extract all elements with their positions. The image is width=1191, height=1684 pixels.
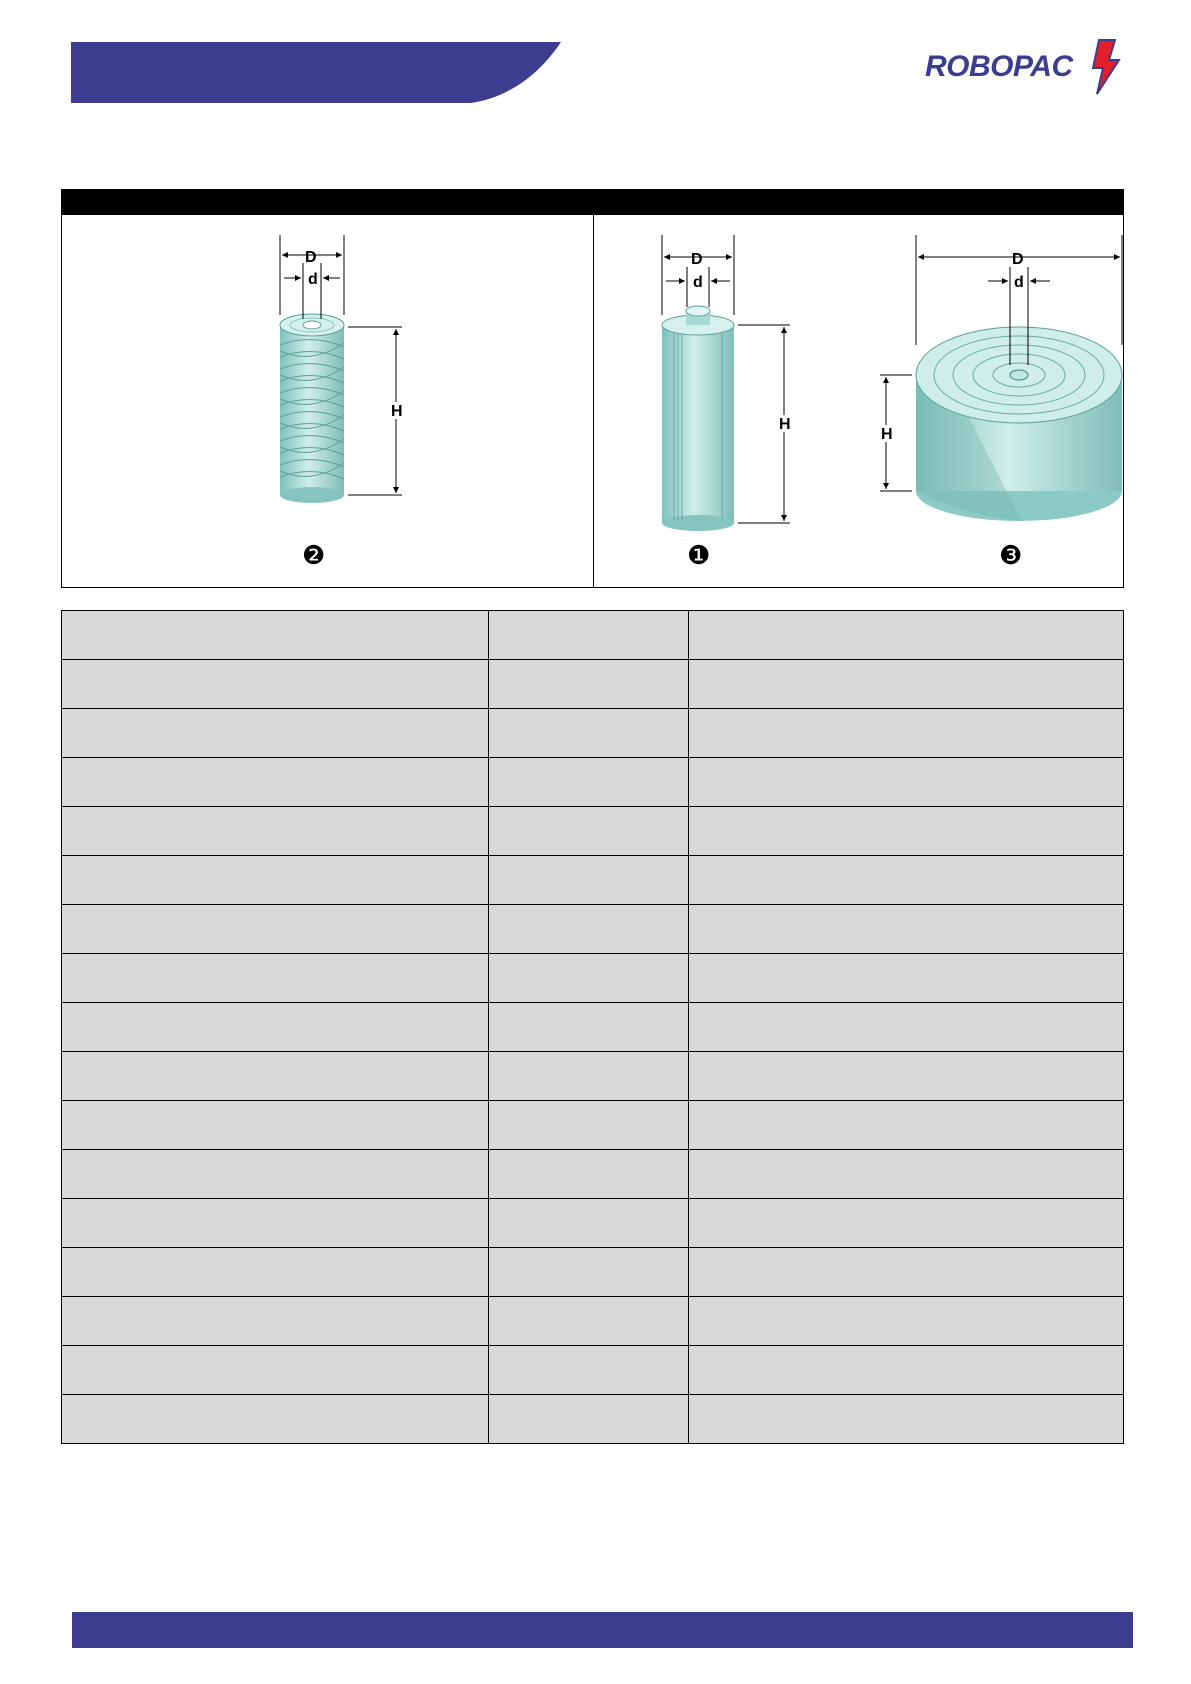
table-cell xyxy=(489,1003,689,1052)
table-cell xyxy=(62,709,489,758)
table-cell xyxy=(489,856,689,905)
table-row xyxy=(62,1003,1124,1052)
table-row xyxy=(62,1395,1124,1444)
table-row xyxy=(62,1346,1124,1395)
table-cell xyxy=(689,1395,1124,1444)
bolt-icon xyxy=(1085,38,1133,96)
table-cell xyxy=(62,856,489,905)
table-cell xyxy=(489,611,689,660)
table-cell xyxy=(489,1101,689,1150)
roll-1-callout: ❶ xyxy=(687,541,711,571)
table-cell xyxy=(689,954,1124,1003)
table-cell xyxy=(62,1297,489,1346)
roll-3-label-D: D xyxy=(1012,251,1024,268)
table-cell xyxy=(489,1297,689,1346)
table-cell xyxy=(689,807,1124,856)
footer-band xyxy=(72,1612,1133,1648)
table-cell xyxy=(689,758,1124,807)
table-cell xyxy=(62,1346,489,1395)
table-cell xyxy=(689,660,1124,709)
table-cell xyxy=(489,905,689,954)
table-row xyxy=(62,954,1124,1003)
table-cell xyxy=(62,1248,489,1297)
table-row xyxy=(62,1297,1124,1346)
roll-2-illustration xyxy=(280,314,344,503)
table-row xyxy=(62,660,1124,709)
table-cell xyxy=(689,1150,1124,1199)
table-cell xyxy=(689,856,1124,905)
table-cell xyxy=(489,758,689,807)
table-cell xyxy=(489,709,689,758)
table-cell xyxy=(689,1199,1124,1248)
table-cell xyxy=(62,905,489,954)
table-cell xyxy=(489,954,689,1003)
table-row xyxy=(62,1052,1124,1101)
table-cell xyxy=(62,1395,489,1444)
roll-2-label-H: H xyxy=(391,403,403,420)
table-cell xyxy=(62,807,489,856)
table-cell xyxy=(489,807,689,856)
table-row xyxy=(62,807,1124,856)
table-cell xyxy=(689,1052,1124,1101)
table-cell xyxy=(62,758,489,807)
figure-header-bar xyxy=(62,190,1123,215)
table-cell xyxy=(489,1052,689,1101)
table-cell xyxy=(689,905,1124,954)
roll-2-callout: ❷ xyxy=(302,541,326,571)
film-roll-figure xyxy=(61,189,1124,588)
roll-2-label-D: D xyxy=(305,249,317,266)
table-cell xyxy=(62,1150,489,1199)
spec-table-body xyxy=(62,611,1124,1444)
table-row xyxy=(62,1248,1124,1297)
table-cell xyxy=(62,1199,489,1248)
robopac-logo xyxy=(925,38,1135,96)
roll-1-illustration xyxy=(662,306,734,531)
table-row xyxy=(62,1150,1124,1199)
roll-1-label-D: D xyxy=(691,251,703,268)
table-row xyxy=(62,1101,1124,1150)
table-cell xyxy=(689,1297,1124,1346)
table-row xyxy=(62,856,1124,905)
table-row xyxy=(62,709,1124,758)
table-cell xyxy=(689,1346,1124,1395)
table-cell xyxy=(489,1346,689,1395)
table-cell xyxy=(62,660,489,709)
roll-3-callout: ❸ xyxy=(999,541,1023,571)
table-cell xyxy=(489,1199,689,1248)
table-cell xyxy=(689,1248,1124,1297)
table-cell xyxy=(62,1003,489,1052)
table-cell xyxy=(62,611,489,660)
table-cell xyxy=(489,660,689,709)
roll-3-illustration xyxy=(916,327,1122,521)
table-row xyxy=(62,758,1124,807)
table-cell xyxy=(489,1248,689,1297)
film-roll-diagrams xyxy=(62,215,1123,587)
roll-1-label-d: d xyxy=(693,274,703,291)
table-cell xyxy=(489,1395,689,1444)
table-cell xyxy=(62,954,489,1003)
roll-3-label-H: H xyxy=(881,426,893,443)
table-cell xyxy=(62,1052,489,1101)
table-cell xyxy=(689,611,1124,660)
roll-2-label-d: d xyxy=(308,271,318,288)
roll-3-label-d: d xyxy=(1014,274,1024,291)
table-cell xyxy=(689,1101,1124,1150)
table-cell xyxy=(489,1150,689,1199)
table-row xyxy=(62,1199,1124,1248)
table-cell xyxy=(689,1003,1124,1052)
header-band xyxy=(71,42,561,103)
table-cell xyxy=(689,709,1124,758)
table-cell xyxy=(62,1101,489,1150)
logo-text: ROBOPAC xyxy=(925,50,1073,83)
table-row xyxy=(62,611,1124,660)
spec-table xyxy=(61,610,1124,1444)
table-row xyxy=(62,905,1124,954)
roll-1-label-H: H xyxy=(779,416,791,433)
